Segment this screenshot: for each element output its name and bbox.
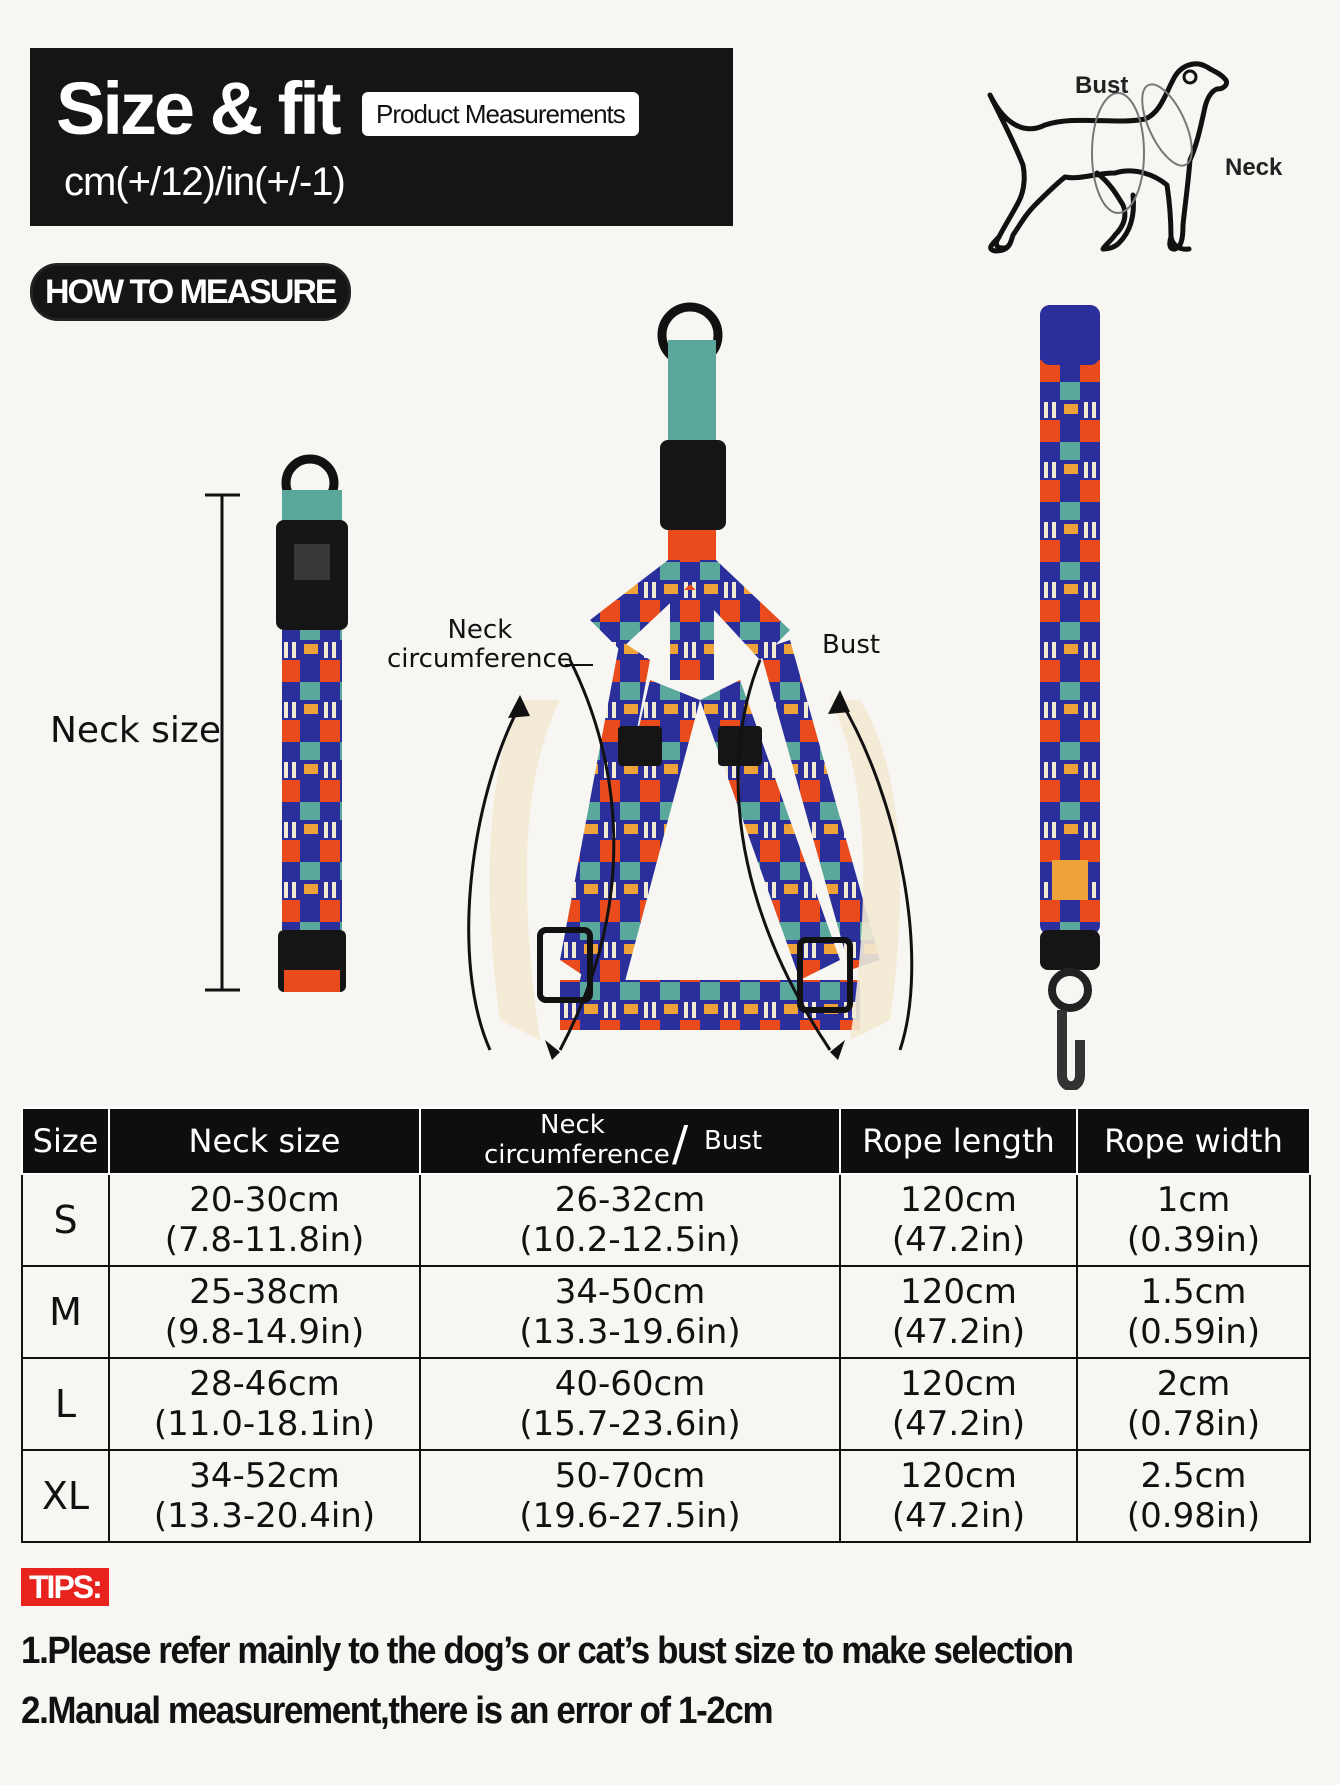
neck-circumference-line1: Neck xyxy=(447,615,513,645)
cell-bust-in: (13.3-19.6in) xyxy=(519,1312,741,1352)
table-row xyxy=(22,1174,1310,1266)
cell-width-cm: 1cm xyxy=(1156,1180,1231,1220)
size-table xyxy=(21,1107,1311,1543)
cell-neck-cm: 28-46cm xyxy=(189,1364,340,1404)
cell-length-in: (47.2in) xyxy=(891,1312,1026,1352)
cell-neck-in: (13.3-20.4in) xyxy=(153,1496,376,1536)
cell-size: S xyxy=(22,1174,109,1266)
cell-length xyxy=(840,1266,1077,1358)
arrow-head xyxy=(830,1040,845,1060)
cell-length-cm: 120cm xyxy=(900,1180,1017,1220)
collar-image xyxy=(276,459,348,992)
neck-circumference-line2: circumference xyxy=(387,644,573,674)
product-measurements-badge: Product Measurements xyxy=(362,92,639,136)
col-bust-label: Bust xyxy=(704,1126,763,1156)
cell-bust-in: (10.2-12.5in) xyxy=(519,1220,741,1260)
cell-size: M xyxy=(22,1266,109,1358)
col-rope-length: Rope length xyxy=(840,1108,1077,1174)
cell-neck xyxy=(109,1358,420,1450)
cell-neck-in: (11.0-18.1in) xyxy=(153,1404,376,1444)
cell-length-cm: 120cm xyxy=(900,1364,1017,1404)
cell-width-cm: 1.5cm xyxy=(1140,1272,1247,1312)
tolerance-subtitle: cm(+/12)/in(+/-1) xyxy=(64,160,345,204)
cell-width-cm: 2.5cm xyxy=(1140,1456,1247,1496)
cell-length xyxy=(840,1450,1077,1542)
bust-label: Bust xyxy=(822,630,881,660)
col-slash: / xyxy=(672,1116,689,1172)
cell-size: L xyxy=(22,1358,109,1450)
col-neck-label: Neck xyxy=(540,1110,605,1140)
cell-neck-cm: 34-52cm xyxy=(189,1456,340,1496)
neck-size-label: Neck size xyxy=(50,710,221,751)
cell-bust-cm: 40-60cm xyxy=(554,1364,706,1404)
dog-bust-label: Bust xyxy=(1075,72,1129,99)
cell-length-in: (47.2in) xyxy=(891,1496,1026,1536)
cell-neck-cm: 25-38cm xyxy=(189,1272,340,1312)
cell-bust-cm: 26-32cm xyxy=(554,1180,706,1220)
cell-width-cm: 2cm xyxy=(1156,1364,1231,1404)
cell-neck-cm: 20-30cm xyxy=(189,1180,340,1220)
cell-width xyxy=(1077,1174,1310,1266)
page-title: Size & fit xyxy=(56,67,339,150)
cell-length xyxy=(840,1358,1077,1450)
cell-width-in: (0.98in) xyxy=(1126,1496,1261,1536)
cell-neck xyxy=(109,1174,420,1266)
cell-bust-cm: 34-50cm xyxy=(554,1272,706,1312)
cell-width xyxy=(1077,1450,1310,1542)
cell-neck xyxy=(109,1450,420,1542)
col-neck-circ-bust xyxy=(420,1108,840,1174)
tip-line-2: 2.Manual measurement,there is an error of 1-2cm xyxy=(21,1690,773,1732)
cell-width-in: (0.78in) xyxy=(1126,1404,1261,1444)
cell-length-in: (47.2in) xyxy=(891,1404,1026,1444)
arrow-head xyxy=(545,1040,560,1060)
cell-length-cm: 120cm xyxy=(900,1272,1017,1312)
dog-neck-label: Neck xyxy=(1225,154,1283,181)
col-circumference-label: circumference xyxy=(484,1140,670,1170)
cell-neck xyxy=(109,1266,420,1358)
cell-bust-in: (19.6-27.5in) xyxy=(519,1496,741,1536)
cell-bust-in: (15.7-23.6in) xyxy=(519,1404,741,1444)
leash-image xyxy=(1040,305,1100,1086)
table-row xyxy=(22,1266,1310,1358)
cell-bust-cm: 50-70cm xyxy=(554,1456,706,1496)
tip-line-1: 1.Please refer mainly to the dog’s or cat’s bust size to make selection xyxy=(21,1630,1073,1672)
cell-bust xyxy=(420,1266,840,1358)
cell-width-in: (0.39in) xyxy=(1126,1220,1261,1260)
cell-size: XL xyxy=(22,1450,109,1542)
cell-bust xyxy=(420,1174,840,1266)
cell-length xyxy=(840,1174,1077,1266)
cell-width xyxy=(1077,1358,1310,1450)
table-row xyxy=(22,1450,1310,1542)
table-header-row xyxy=(22,1108,1310,1174)
col-size: Size xyxy=(22,1108,109,1174)
col-rope-width: Rope width xyxy=(1077,1108,1310,1174)
cell-bust xyxy=(420,1358,840,1450)
how-to-measure-badge: HOW TO MEASURE xyxy=(30,263,351,321)
tips-badge: TIPS: xyxy=(21,1568,109,1606)
cell-length-in: (47.2in) xyxy=(891,1220,1026,1260)
cell-width-in: (0.59in) xyxy=(1126,1312,1261,1352)
col-neck-size: Neck size xyxy=(109,1108,420,1174)
table-row xyxy=(22,1358,1310,1450)
cell-length-cm: 120cm xyxy=(900,1456,1017,1496)
neck-circumference-label xyxy=(387,616,573,674)
cell-neck-in: (9.8-14.9in) xyxy=(164,1312,365,1352)
cell-width xyxy=(1077,1266,1310,1358)
cell-neck-in: (7.8-11.8in) xyxy=(164,1220,365,1260)
cell-bust xyxy=(420,1450,840,1542)
